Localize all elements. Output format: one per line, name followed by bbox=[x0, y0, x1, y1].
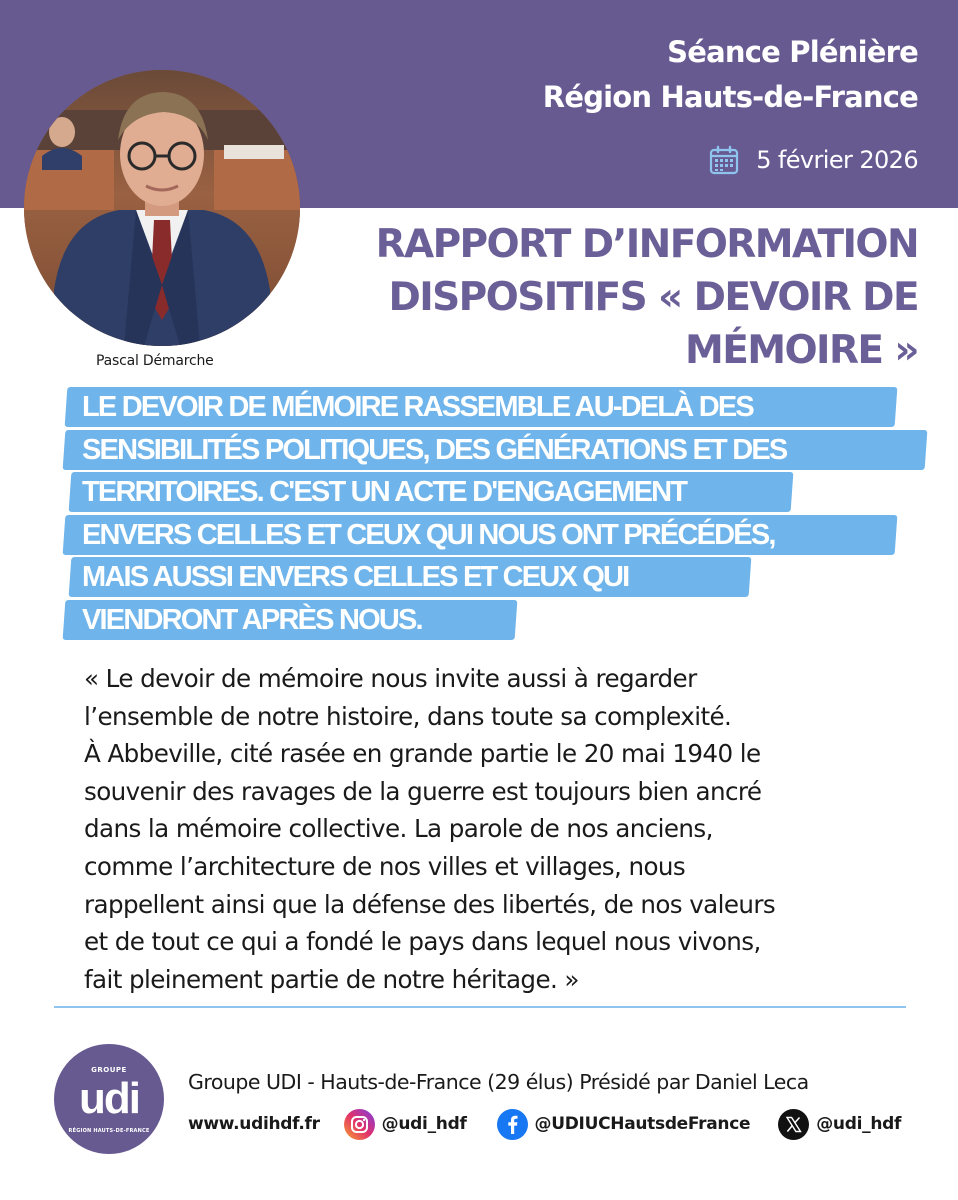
quote-line: rappellent ainsi que la défense des libertés, de nos valeurs bbox=[84, 889, 776, 919]
speaker-name: Pascal Démarche bbox=[96, 353, 214, 369]
quote-line: « Le devoir de mémoire nous invite aussi à regarder bbox=[84, 664, 697, 693]
highlight-line bbox=[64, 512, 934, 555]
highlight-line-text: TERRITOIRES. C'EST UN ACTE D'ENGAGEMENT bbox=[82, 476, 687, 509]
social-row bbox=[188, 1108, 901, 1140]
logo-bottom-text: RÉGION HAUTS-DE-FRANCE bbox=[68, 1128, 150, 1134]
highlight-line-text: LE DEVOIR DE MÉMOIRE RASSEMBLE AU-DELÀ DES bbox=[82, 391, 753, 423]
instagram-icon[interactable] bbox=[344, 1109, 375, 1140]
logo-top-text: GROUPE bbox=[91, 1066, 127, 1074]
udi-logo bbox=[54, 1044, 164, 1154]
highlight-line bbox=[64, 554, 934, 597]
highlight-line-text: ENVERS CELLES ET CEUX QUI NOUS ONT PRÉCÉDÉS, bbox=[82, 518, 775, 551]
date-row bbox=[708, 140, 918, 180]
report-title-line2: DISPOSITIFS « DEVOIR DE bbox=[388, 275, 918, 320]
calendar-icon bbox=[708, 144, 740, 176]
footer-divider bbox=[54, 1006, 906, 1008]
logo-main-text: udi bbox=[79, 1074, 139, 1123]
highlight-line-text: VIENDRONT APRÈS NOUS. bbox=[82, 603, 422, 636]
facebook-handle[interactable]: @UDIUCHautsdeFrance bbox=[534, 1114, 751, 1134]
highlight-line bbox=[64, 469, 934, 512]
website-link[interactable] bbox=[188, 1114, 320, 1134]
session-title-line2: Région Hauts-de-France bbox=[542, 80, 918, 114]
speaker-portrait bbox=[24, 70, 300, 346]
session-title-line1: Séance Plénière bbox=[667, 35, 918, 69]
x-icon[interactable] bbox=[778, 1109, 809, 1140]
highlight-line-text: MAIS AUSSI ENVERS CELLES ET CEUX QUI bbox=[82, 561, 629, 594]
quote-block bbox=[84, 660, 924, 998]
facebook-icon[interactable] bbox=[497, 1109, 528, 1140]
highlight-line-text: SENSIBILITÉS POLITIQUES, DES GÉNÉRATIONS ET DES bbox=[82, 433, 787, 466]
session-title bbox=[398, 30, 918, 120]
group-info: Groupe UDI - Hauts-de-France (29 élus) Présidé par Daniel Leca bbox=[188, 1070, 809, 1094]
report-title bbox=[358, 218, 918, 377]
quote-line: dans la mémoire collective. La parole de nos anciens, bbox=[84, 814, 713, 844]
session-date: 5 février 2026 bbox=[756, 146, 918, 174]
quote-line: et de tout ce qui a fondé le pays dans lequel nous vivons, bbox=[84, 927, 761, 957]
report-title-line3: MÉMOIRE » bbox=[685, 328, 918, 373]
report-title-line1: RAPPORT D’INFORMATION bbox=[375, 222, 918, 267]
highlight-line bbox=[64, 384, 934, 427]
quote-line: l’ensemble de notre histoire, dans toute sa complexité. bbox=[84, 701, 732, 731]
highlight-line bbox=[64, 597, 934, 640]
quote-line: fait pleinement partie de notre héritage. » bbox=[84, 964, 579, 994]
highlight-line bbox=[64, 427, 934, 470]
highlight-block bbox=[64, 384, 934, 640]
x-handle[interactable]: @udi_hdf bbox=[816, 1114, 902, 1134]
quote-line: comme l’architecture de nos villes et villages, nous bbox=[84, 851, 686, 881]
instagram-link[interactable] bbox=[344, 1109, 467, 1140]
facebook-link[interactable] bbox=[497, 1109, 751, 1140]
speaker-photo bbox=[24, 70, 300, 346]
quote-line: À Abbeville, cité rasée en grande partie le 20 mai 1940 le bbox=[84, 739, 761, 769]
quote-line: souvenir des ravages de la guerre est toujours bien ancré bbox=[84, 776, 762, 806]
instagram-handle[interactable]: @udi_hdf bbox=[381, 1114, 467, 1134]
x-link[interactable] bbox=[778, 1109, 901, 1140]
website-text[interactable]: www.udihdf.fr bbox=[188, 1114, 320, 1134]
